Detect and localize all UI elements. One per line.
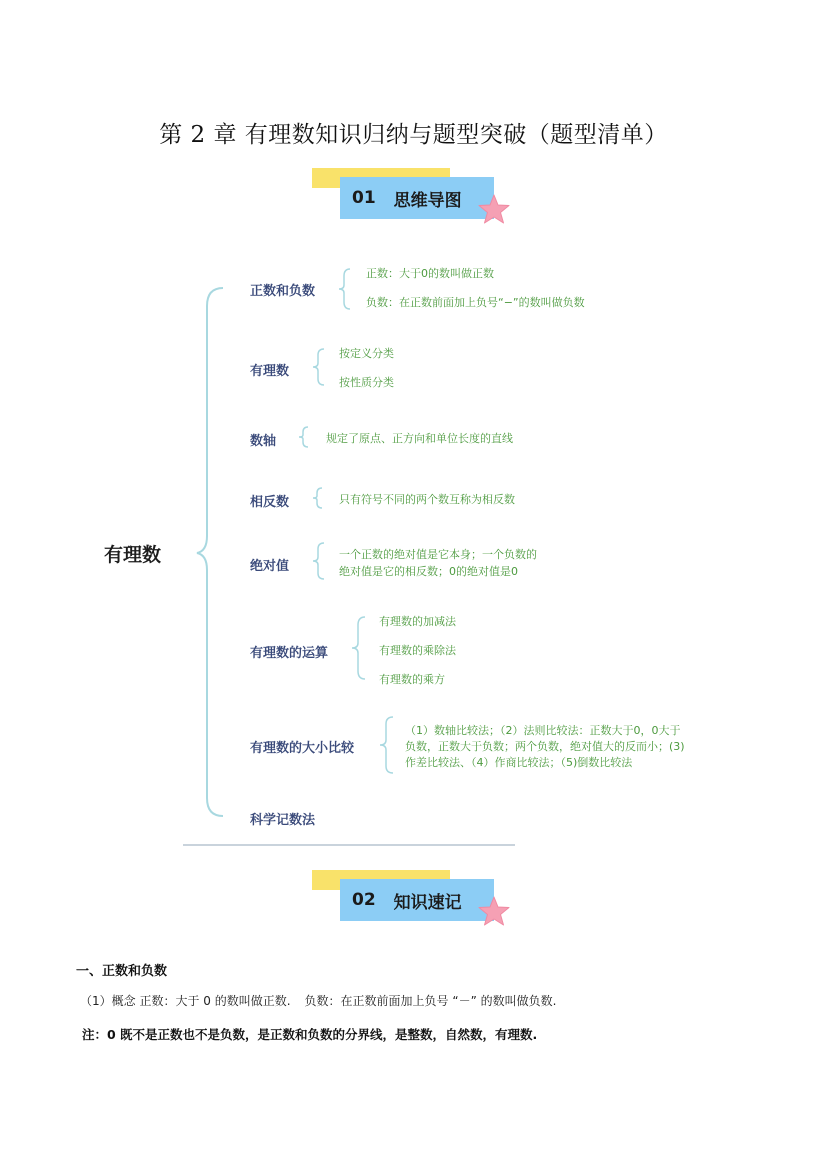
branch-brace <box>312 487 324 509</box>
divider <box>183 844 515 846</box>
branch-opposite-number: 相反数 <box>250 495 290 510</box>
leaf-by-definition: 按定义分类 <box>339 347 394 360</box>
branch-number-line: 数轴 <box>250 434 277 449</box>
leaf-by-property: 按性质分类 <box>339 376 394 389</box>
leaf-opposite-def: 只有符号不同的两个数互称为相反数 <box>339 493 515 506</box>
section-banner-mindmap <box>312 168 512 228</box>
branch-positive-negative: 正数和负数 <box>250 284 316 299</box>
section-title: 思维导图 <box>393 190 462 211</box>
concept-line <box>80 992 556 1009</box>
leaf-compare-line1: （1）数轴比较法；（2）法则比较法：正数大于0，0大于 <box>405 724 681 737</box>
branch-absolute-value: 绝对值 <box>250 559 290 574</box>
branch-brace <box>338 268 352 310</box>
leaf-negative-definition: 负数：在正数前面加上负号“−”的数叫做负数 <box>366 296 585 309</box>
mindmap-root: 有理数 <box>104 544 162 566</box>
concept-positive: （1）概念 正数：大于 0 的数叫做正数. <box>80 994 291 1008</box>
star-icon <box>478 895 510 927</box>
leaf-absolute-line2: 绝对值是它的相反数；0的绝对值是0 <box>339 565 518 578</box>
knowledge-heading: 一、正数和负数 <box>76 964 168 979</box>
leaf-power: 有理数的乘方 <box>379 673 445 686</box>
section-number: 02 <box>352 890 376 910</box>
concept-negative: 负数：在正数前面加上负号 “－” 的数叫做负数. <box>304 994 557 1008</box>
section-title: 知识速记 <box>393 892 462 913</box>
leaf-compare-line2: 负数，正数大于负数；两个负数，绝对值大的反而小；(3) <box>405 740 685 753</box>
leaf-positive-definition: 正数：大于0的数叫做正数 <box>366 267 494 280</box>
banner-label-box <box>340 879 494 921</box>
leaf-number-line-def: 规定了原点、正方向和单位长度的直线 <box>326 432 513 445</box>
leaf-add-subtract: 有理数的加减法 <box>379 615 456 628</box>
branch-brace <box>312 348 326 386</box>
branch-brace <box>298 426 310 448</box>
branch-rational-number: 有理数 <box>250 364 290 379</box>
banner-label-box <box>340 177 494 219</box>
note-line: 注：0 既不是正数也不是负数，是正数和负数的分界线，是整数，自然数，有理数. <box>82 1027 538 1042</box>
section-number: 01 <box>352 188 376 208</box>
leaf-compare-line3: 作差比较法、（4）作商比较法；（5)倒数比较法 <box>405 756 633 769</box>
mind-map <box>0 250 827 850</box>
leaf-multiply-divide: 有理数的乘除法 <box>379 644 456 657</box>
main-brace <box>195 286 225 821</box>
branch-brace <box>312 542 326 580</box>
leaf-absolute-line1: 一个正数的绝对值是它本身；一个负数的 <box>339 548 537 561</box>
branch-scientific-notation: 科学记数法 <box>250 813 316 828</box>
page-title: 第 2 章 有理数知识归纳与题型突破（题型清单） <box>159 122 668 148</box>
section-banner-knowledge <box>312 870 512 930</box>
branch-operations: 有理数的运算 <box>250 646 329 661</box>
branch-brace <box>351 616 367 680</box>
branch-brace <box>379 716 395 774</box>
star-icon <box>478 193 510 225</box>
branch-compare: 有理数的大小比较 <box>250 741 355 756</box>
